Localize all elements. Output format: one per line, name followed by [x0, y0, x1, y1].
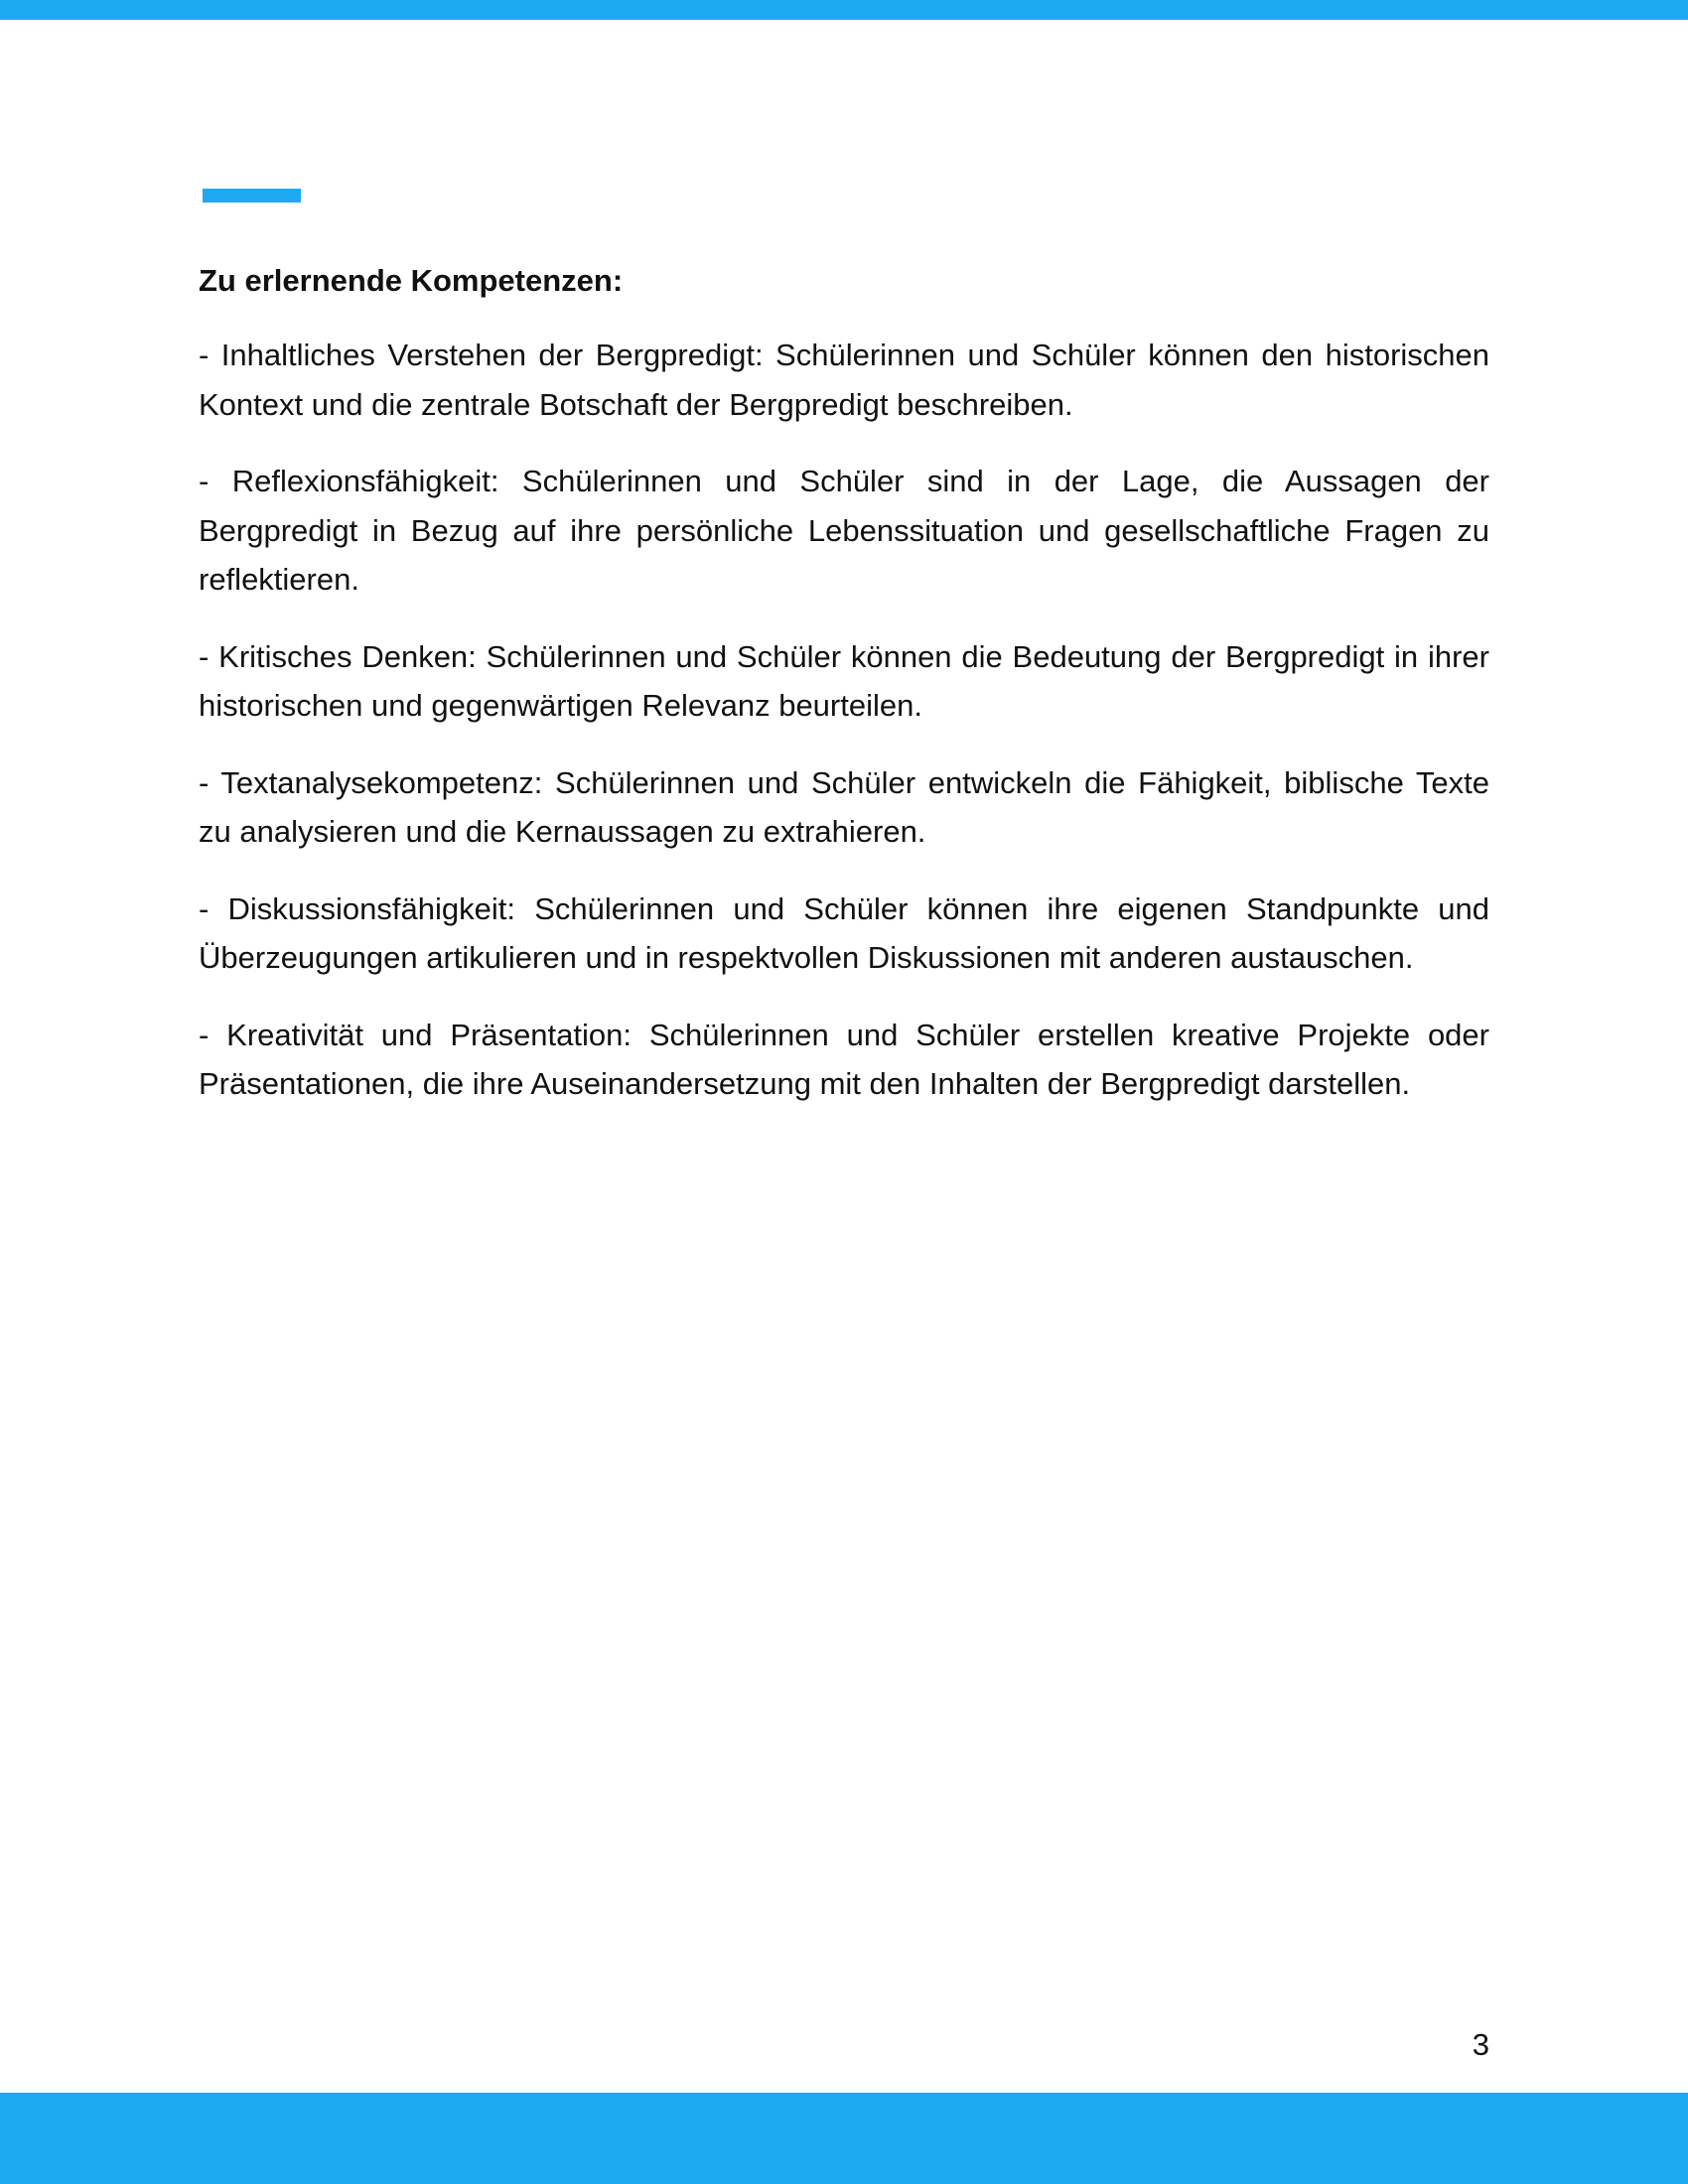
document-content: [199, 256, 1489, 1137]
competency-item: - Reflexionsfähigkeit: Schülerinnen und Schüler sind in der Lage, die Aussagen der Bergpredigt in Bezug auf ihre persönliche Lebenssituation und gesellschaftliche Fragen zu reflektieren.: [199, 464, 1489, 597]
top-accent-bar: [0, 0, 1688, 20]
section-accent-rule: [203, 189, 301, 203]
competency-item: - Textanalysekompetenz: Schülerinnen und Schüler entwickeln die Fähigkeit, biblische Texte zu analysieren und die Kernaussagen zu extrahieren.: [199, 764, 1489, 849]
page-number: 3: [1472, 2027, 1489, 2062]
competency-item: - Kritisches Denken: Schülerinnen und Schüler können die Bedeutung der Bergpredigt in ihrer historischen und gegenwärtigen Relevanz beurteilen.: [199, 638, 1489, 723]
section-heading: Zu erlernende Kompetenzen:: [199, 263, 624, 298]
competency-item: - Diskussionsfähigkeit: Schülerinnen und Schüler können ihre eigenen Standpunkte und Überzeugungen artikulieren und in respektvollen Diskussionen mit anderen austauschen.: [199, 890, 1489, 975]
bottom-accent-bar: [0, 2093, 1688, 2184]
competency-item: - Kreativität und Präsentation: Schülerinnen und Schüler erstellen kreative Projekte oder Präsentationen, die ihre Auseinandersetzung mit den Inhalten der Bergpredigt darstellen.: [199, 1017, 1489, 1101]
competency-item: - Inhaltliches Verstehen der Bergpredigt: Schülerinnen und Schüler können den historischen Kontext und die zentrale Botschaft der Bergpredigt beschreiben.: [199, 338, 1489, 422]
